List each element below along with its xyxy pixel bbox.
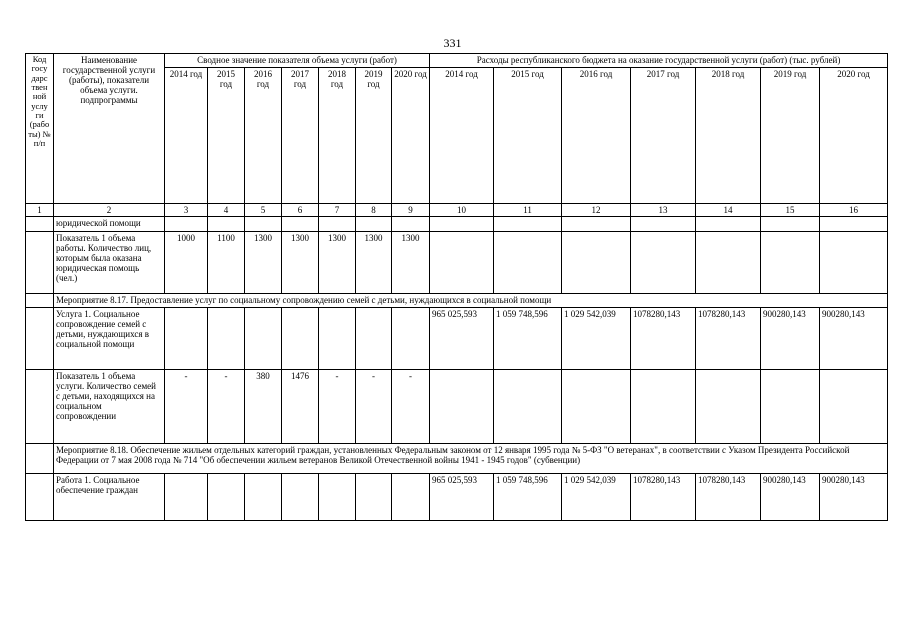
- volume-cell: 1100: [208, 232, 245, 294]
- column-number: 11: [494, 204, 562, 217]
- column-number: 15: [761, 204, 820, 217]
- table-row: [26, 308, 888, 370]
- volume-cell: 380: [245, 370, 282, 444]
- column-number: 16: [820, 204, 888, 217]
- volume-year-header: 2019 год: [356, 68, 392, 204]
- volume-year-header: 2016 год: [245, 68, 282, 204]
- volume-group-header: Сводное значение показателя объема услуги (работ): [165, 54, 430, 68]
- column-number: 12: [562, 204, 631, 217]
- budget-cell: 900280,143: [761, 474, 820, 521]
- budget-cell: 900280,143: [820, 474, 888, 521]
- column-number: 2: [54, 204, 165, 217]
- volume-cell: 1300: [245, 232, 282, 294]
- volume-year-header: 2014 год: [165, 68, 208, 204]
- code-header: Код госу дарс твен ной услу ги (рабо ты) № п/п: [26, 54, 54, 204]
- row-name: Показатель 1 объема работы. Количество лиц, которым была оказана юридическая помощь (чел.): [54, 232, 165, 294]
- volume-cell: 1000: [165, 232, 208, 294]
- volume-cell: -: [165, 370, 208, 444]
- column-number: 4: [208, 204, 245, 217]
- column-number: 6: [282, 204, 319, 217]
- budget-cell: 1078280,143: [696, 308, 761, 370]
- budget-cell: 1 029 542,039: [562, 474, 631, 521]
- page-number: 331: [443, 36, 462, 50]
- services-table: [25, 53, 888, 521]
- header-group-row: [26, 54, 888, 68]
- table-row: [26, 232, 888, 294]
- budget-cell: 1 059 748,596: [494, 474, 562, 521]
- volume-cell: -: [208, 370, 245, 444]
- row-name: Услуга 1. Социальное сопровождение семей с детьми, нуждающихся в социальной помощи: [54, 308, 165, 370]
- volume-cell: 1300: [282, 232, 319, 294]
- budget-cell: 965 025,593: [430, 474, 494, 521]
- budget-year-header: 2014 год: [430, 68, 494, 204]
- volume-cell: -: [356, 370, 392, 444]
- column-number: 8: [356, 204, 392, 217]
- volume-cell: -: [392, 370, 430, 444]
- table-row: [26, 217, 888, 232]
- volume-year-header: 2015 год: [208, 68, 245, 204]
- measure-title: Мероприятие 8.17. Предоставление услуг по социальному сопровождению семей с детьми, нуждающихся в социальной помощи: [54, 294, 888, 308]
- budget-group-header: Расходы республиканского бюджета на оказание государственной услуги (работ) (тыс. рублей): [430, 54, 888, 68]
- column-number: 10: [430, 204, 494, 217]
- measure-row: [26, 294, 888, 308]
- budget-year-header: 2015 год: [494, 68, 562, 204]
- column-number: 3: [165, 204, 208, 217]
- volume-cell: 1300: [392, 232, 430, 294]
- row-name: Показатель 1 объема услуги. Количество семей с детьми, находящихся на социальном сопровождении: [54, 370, 165, 444]
- column-number: 9: [392, 204, 430, 217]
- name-header: Наименование государственной услуги (работы), показатели объема услуги. подпрограммы: [54, 54, 165, 204]
- budget-cell: 900280,143: [820, 308, 888, 370]
- measure-row: [26, 444, 888, 474]
- budget-cell: 1 059 748,596: [494, 308, 562, 370]
- column-number: 1: [26, 204, 54, 217]
- budget-year-header: 2018 год: [696, 68, 761, 204]
- column-number: 14: [696, 204, 761, 217]
- budget-cell: 1078280,143: [631, 474, 696, 521]
- volume-cell: 1300: [319, 232, 356, 294]
- row-name: юридической помощи: [54, 217, 165, 232]
- volume-year-header: 2020 год: [392, 68, 430, 204]
- volume-cell: 1300: [356, 232, 392, 294]
- column-number: 7: [319, 204, 356, 217]
- volume-cell: -: [319, 370, 356, 444]
- budget-cell: 965 025,593: [430, 308, 494, 370]
- volume-year-header: 2017 год: [282, 68, 319, 204]
- budget-cell: 1078280,143: [696, 474, 761, 521]
- budget-cell: 1078280,143: [631, 308, 696, 370]
- budget-cell: 900280,143: [761, 308, 820, 370]
- budget-cell: 1 029 542,039: [562, 308, 631, 370]
- row-name: Работа 1. Социальное обеспечение граждан: [54, 474, 165, 521]
- column-number: 5: [245, 204, 282, 217]
- volume-cell: 1476: [282, 370, 319, 444]
- table-row: [26, 370, 888, 444]
- budget-year-header: 2017 год: [631, 68, 696, 204]
- budget-year-header: 2019 год: [761, 68, 820, 204]
- column-number: 13: [631, 204, 696, 217]
- table-row: [26, 474, 888, 521]
- volume-year-header: 2018 год: [319, 68, 356, 204]
- column-number-row: [26, 204, 888, 217]
- budget-year-header: 2020 год: [820, 68, 888, 204]
- budget-year-header: 2016 год: [562, 68, 631, 204]
- measure-title: Мероприятие 8.18. Обеспечение жильем отдельных категорий граждан, установленных Федеральным законом от 12 января 1995 года № 5-ФЗ "О ветеранах", в соответствии с Указом Президента Российской Федерации от 7 мая 2008 года № 714 "Об обеспечении жильем ветеранов Великой Отечественной войны 1941 - 1945 годов" (субвенции): [54, 444, 888, 474]
